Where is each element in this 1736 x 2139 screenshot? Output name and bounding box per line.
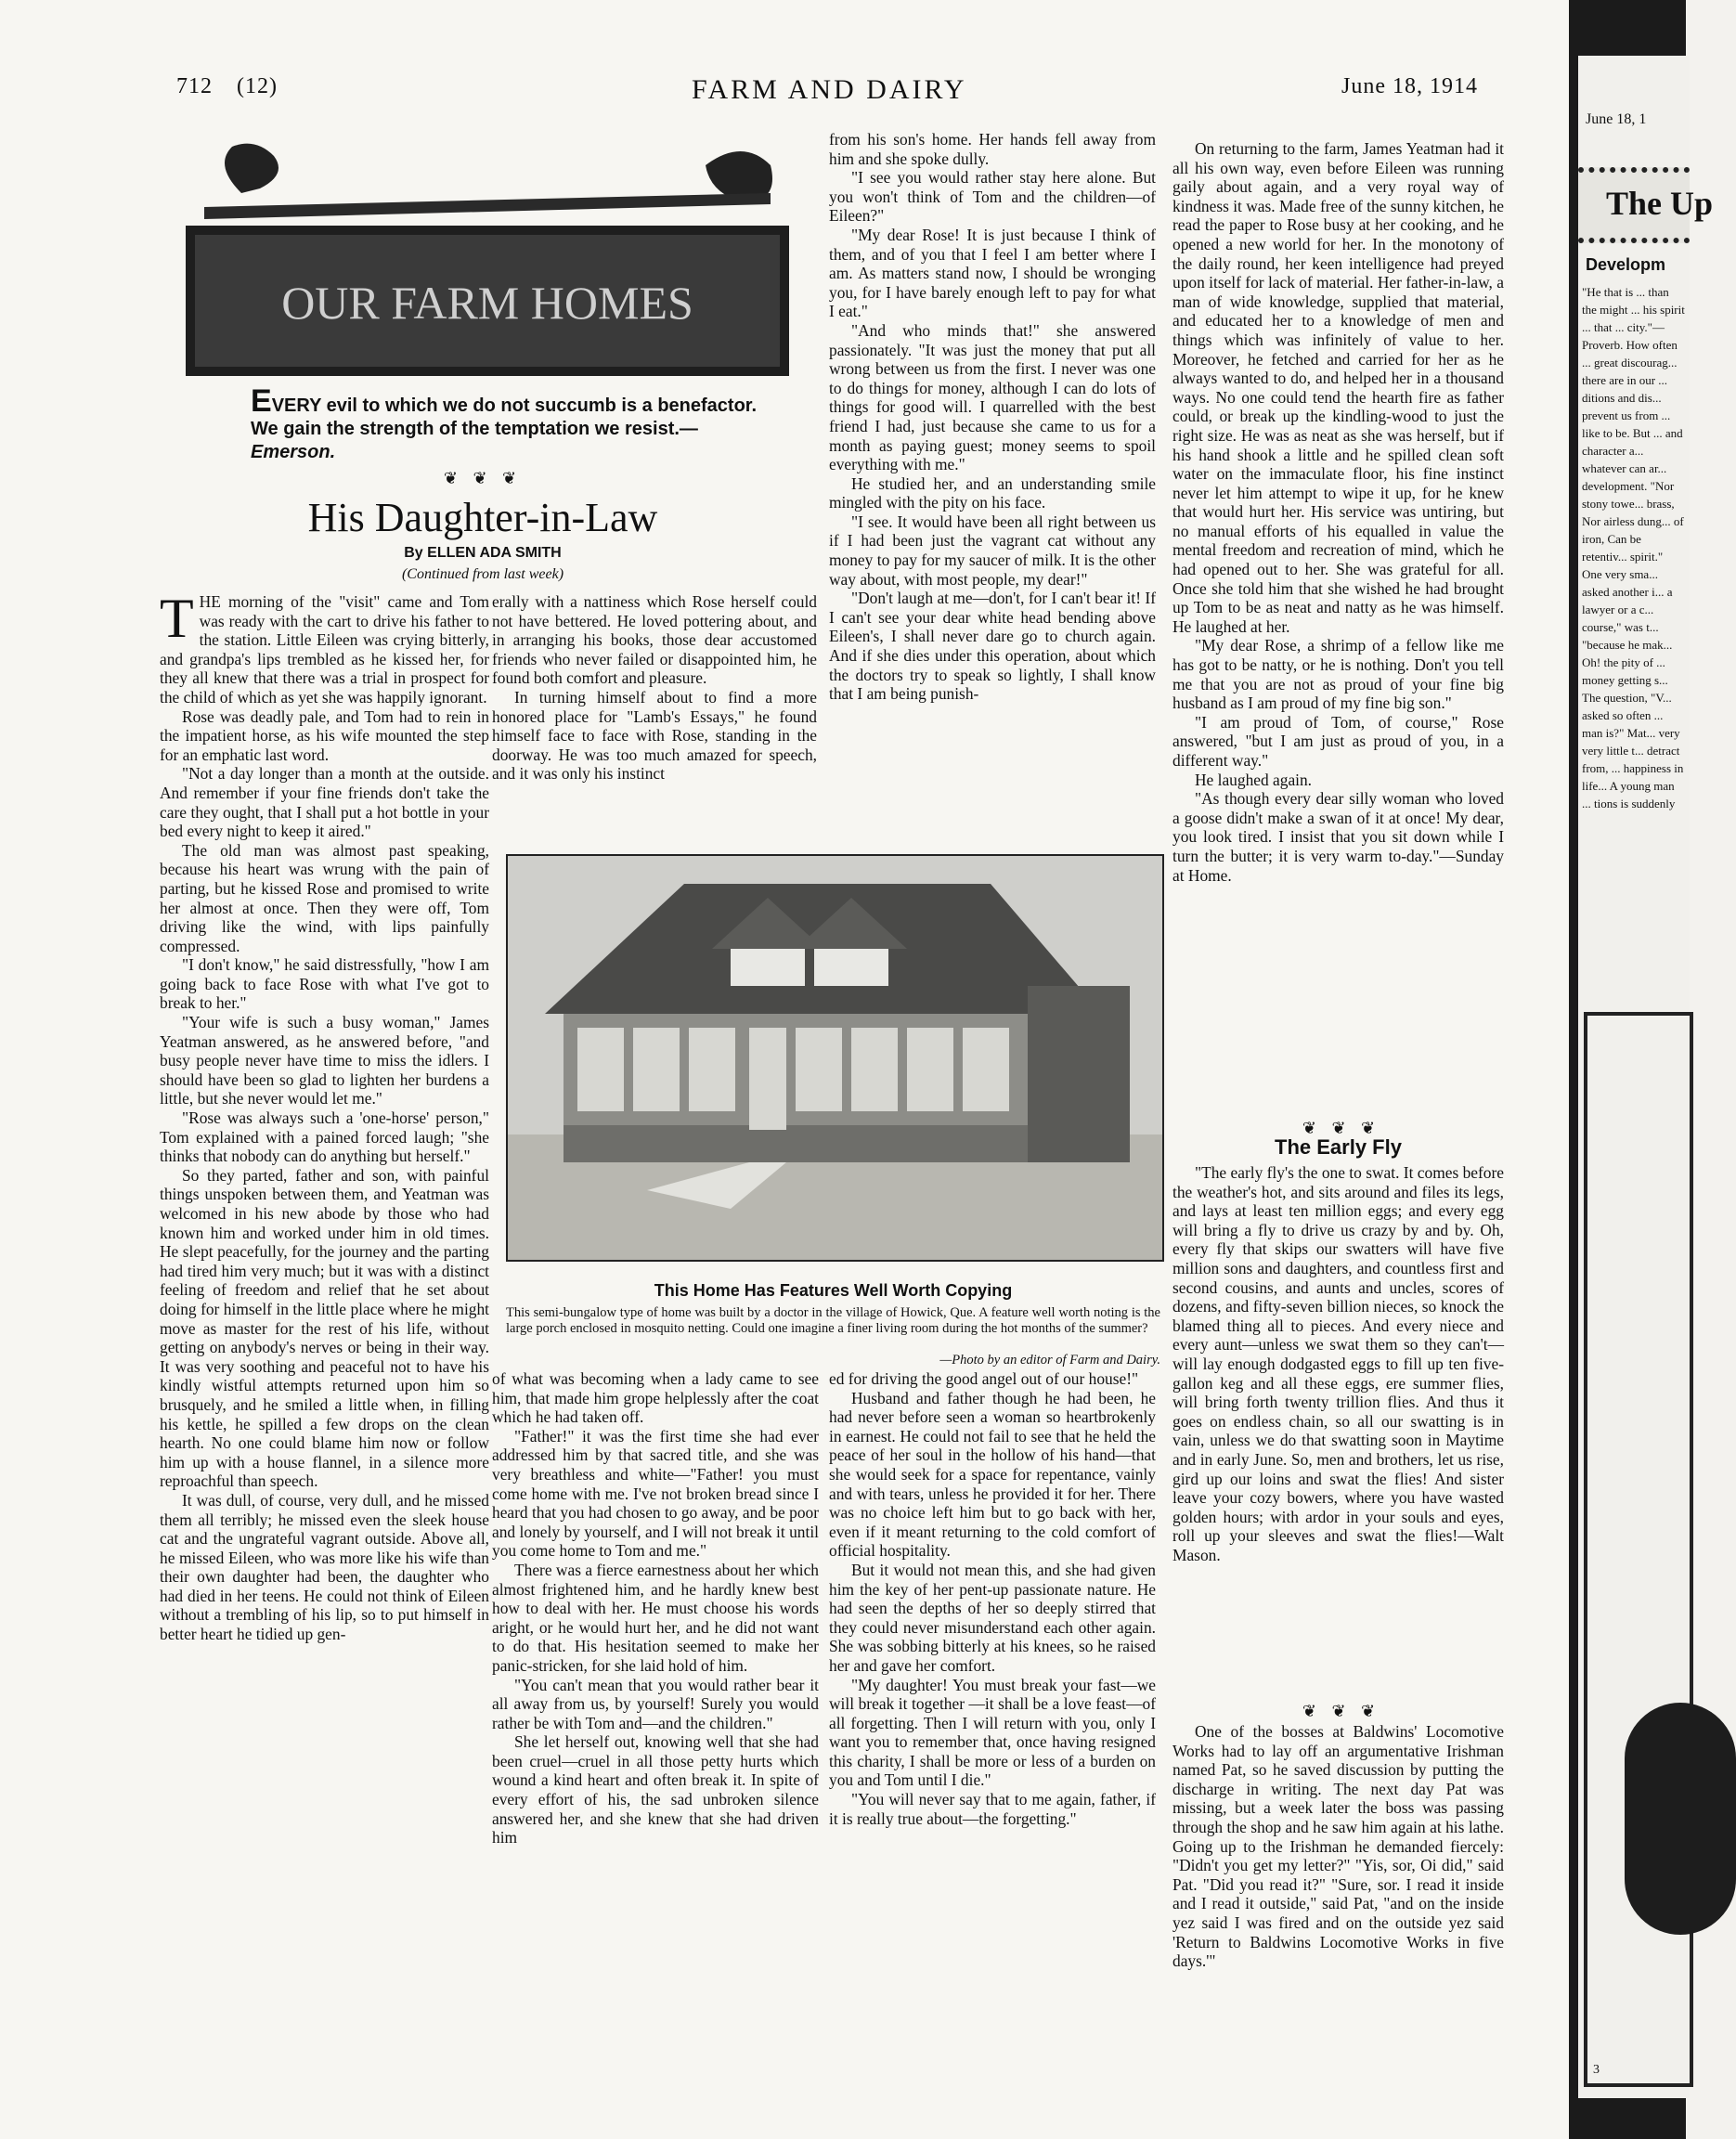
paragraph: HE morning of the "visit" came and Tom was ready with the cart to drive his father to the station. Little Eileen was crying bitterly, and grandpa's lips trembled as he kissed her, for they all knew that there was a trial in prospect for the child of which as yet she was happily ignorant. [160, 592, 489, 707]
anecdote [1172, 1722, 1504, 1971]
paragraph: "My dear Rose, a shrimp of a fellow like me has got to be natty, or he is nothing. Don't you tell me that you are not as proud of your fine big husband as I am proud of my fine big son." [1172, 636, 1504, 713]
paragraph: In turning himself about to find a more honored place for "Lamb's Essays," he found himself face to face with Rose, standing in the doorway. He was too much amazed for speech, and it was only his instinct [492, 687, 817, 784]
paragraph: She let herself out, knowing well that she had been cruel—cruel in all those petty hurts which wound a kind heart and often break it. In spite of every effort of his, the sad unbroken silence answered her, and she knew that she had driven him [492, 1732, 819, 1847]
photo-caption-title: This Home Has Features Well Worth Copying [654, 1281, 1013, 1300]
early-fly-poem [1172, 1163, 1504, 1564]
paragraph: "Don't laugh at me—don't, for I can't bear it! If I can't see your dear white head bending above Eileen's, I shall never dare go to church again. And if she dies under this operation, about which the doctors try to speak so lightly, I shall know that I am being punish- [829, 589, 1156, 704]
paragraph: He laughed again. [1195, 770, 1313, 789]
facing-page-banner-text: The Up [1606, 185, 1714, 222]
paragraph: "Father!" it was the first time she had ever addressed him by that sacred title, and she was very breathless and white—"Father! you must come home with me. I've not broken bread since I heard that you had chosen to go away, and be poor and lonely by yourself, and I will not break it until you come home to Tom and me." [492, 1426, 819, 1561]
facing-page-edge [1569, 0, 1714, 2139]
drop-cap: T [160, 588, 194, 649]
facing-page [1578, 56, 1714, 2098]
paragraph: from his son's home. Her hands fell away from him and she spoke dully. [829, 130, 1156, 168]
article-title: His Daughter-in-Law [307, 495, 658, 540]
photo-caption: This semi-bungalow type of home was built by a doctor in the village of Howick, Que. A feature well worth noting is the large porch enclosed in mosquito netting. Could one imagine a finer living room during the hot months of the summer? [506, 1305, 1160, 1336]
paragraph: "You will never say that to me again, father, if it is really true about—the forgetting." [829, 1790, 1156, 1828]
paragraph: "I see you would rather stay here alone. But you won't think of Tom and the children—of Eileen?" [829, 168, 1156, 226]
epigraph-drop-letter: E [251, 383, 272, 419]
house-illustration [508, 856, 1162, 1260]
photo-credit: —Photo by an editor of Farm and Dairy. [939, 1353, 1160, 1368]
section-number: (12) [237, 74, 278, 98]
banner-text: OUR FARM HOMES [281, 277, 693, 329]
our-farm-homes-banner [186, 137, 789, 381]
article-column-2-top [492, 592, 817, 784]
publication-title: FARM AND DAIRY [692, 74, 967, 105]
facing-page-ornament [1625, 1703, 1736, 1935]
section-separator: ❦ ❦ ❦ [443, 469, 523, 487]
article-column-1 [160, 588, 489, 1644]
house-photo [506, 854, 1164, 1262]
facing-page-banner [1578, 167, 1714, 243]
early-fly-title: The Early Fly [1275, 1135, 1402, 1159]
paragraph: Rose was deadly pale, and Tom had to rein in the impatient horse, as his wife mounted the step for an emphatic last word. [160, 707, 489, 764]
paragraph: "My daughter! You must break your fast—we will break it together —it shall be a love feast—of all forgetting. Then I will return with you, only I want you to remember that, once having resigned this charity, I shall be more or less of a burden on you and Tom until I die." [829, 1675, 1156, 1790]
paragraph: So they parted, father and son, with painful things unspoken between them, and Yeatman was welcomed in his new abode by those who had known him and worked under him in old times. He slept peacefully, for the journey and the parting had tired him very much; but it was with a distinct feeling of freedom and relief that he set about doing for himself in the little place where he might move as master for the rest of his life, without getting on anybody's nerves or being in their way. It was very soothing and peaceful not to have his kindly wistful attempts returned upon him so brusquely, and he smiled a little when, in filling his kettle, he spilled a few drops on the clean hearth. No one could blame him now or follow him up with a house flannel, in a silence more reproachful than speech. [160, 1165, 489, 1491]
paragraph: It was dull, of course, very dull, and he missed them all terribly; he missed even the sleek house cat and the ungrateful vagrant outside. Above all, he missed Eileen, who was more like his wife than their own daughter had been, the daughter who had died in her teens. He could not think of Eileen without a trembling of his lip, so to put himself in better heart he tidied up gen- [160, 1490, 489, 1644]
epigraph-author: Emerson. [251, 442, 336, 462]
facing-page-text: "He that is ... than the might ... his spirit ... that ... city."—Proverb. How often ... great discourag... there are in our ... ditions and dis... prevent us from ... like to be. But ... and character a... whatever can ar... development. "Nor stony towe... brass, Nor airless dung... of iron, Can be retentiv... spirit." One very sma... asked another i... a lawyer or a c... course," was t... "because he mak... Oh! the pity of ... money getting s... The question, "V... asked so often ... man is?" Mat... very very little t... detract from, ... happiness in life... A young man ... tions is suddenly [1582, 285, 1685, 810]
paragraph: "I am proud of Tom, of course," Rose answered, "but I am just as proud of you, in a different way." [1172, 712, 1504, 770]
article-column-2-bottom [492, 1369, 819, 1847]
paragraph: One of the bosses at Baldwins' Locomotive Works had to lay off an argumentative Irishman named Pat, so he saved discussion by putting the discharge in writing. The next day Pat was missing, but a week later the boss was passing through the shop and he saw him again at his lathe. Going up to the Irishman he demanded fiercely: "Didn't you get my letter?" "Yis, sor, Oi did," said Pat. "Did you read it?" "Sure, sor. I read it inside and I read it outside," said Pat, "and on the inside yez said I was fired and on the outside yez said 'Return to Baldwins Locomotive Works in five days.'" [1172, 1722, 1504, 1971]
paragraph: "And who minds that!" she answered passionately. "It was just the money that put all wrong between us from the first. I never was one to do things for money, although I can do lots of things for good will. I quarrelled with the best friend I had, just because she came to us for a month as paying guest; money seems to spoil everything with me." [829, 320, 1156, 474]
article-column-4 [1172, 139, 1504, 885]
paragraph: He studied her, and an understanding smile mingled with the pity on his face. [829, 473, 1156, 512]
paragraph: of what was becoming when a lady came to see him, that made him grope helplessly after the coat which he had taken off. [492, 1369, 819, 1427]
epigraph-text: VERY evil to which we do not succumb is a benefactor. We gain the strength of the temptation we resist.— [251, 395, 758, 439]
facing-page-date: June 18, 1 [1586, 111, 1647, 127]
article-column-3-top [829, 130, 1156, 704]
paragraph: "Not a day longer than a month at the outside. And remember if your fine friends don't take the care they ought, that I shall put a hot bottle in your bed every night to keep it aired." [160, 764, 489, 841]
paragraph: "You can't mean that you would rather bear it all away from us, by yourself! Surely you would rather be with Tom and—and the children." [492, 1675, 819, 1732]
paragraph: ed for driving the good angel out of our house!" [829, 1369, 1139, 1388]
issue-date: June 18, 1914 [1341, 74, 1478, 98]
section-separator: ❦ ❦ ❦ [1302, 1702, 1381, 1720]
article-byline: By ELLEN ADA SMITH [404, 545, 562, 561]
paragraph: "I don't know," he said distressfully, "how I am going back to face Rose with what I've got to break to her." [160, 955, 489, 1013]
paragraph: erally with a nattiness which Rose herself could not have bettered. He loved pottering about, and in arranging his books, those dear accustomed friends who never failed or disappointed him, he found both comfort and pleasure. [492, 592, 817, 688]
facing-page-subhead: Developm [1586, 255, 1666, 274]
paragraph: Husband and father though he had been, he had never before seen a woman so heartbrokenly in earnest. He could not fail to see that he held the peace of her soul in the hollow of his hand—that she would seek for a space for repentance, vainly and with tears, unless he provided it for her. There was no choice left him but to go back with her, even if it meant returning to the cold comfort of official hospitality. [829, 1388, 1156, 1561]
paragraph: "I see. It would have been all right between us if I had been just the vagrant cat without any money to pay for my saucer of milk. It is the other way about, with most people, my dear!" [829, 512, 1156, 589]
paragraph: On returning to the farm, James Yeatman had it all his own way, even before Eileen was running gaily about again, and a very royal way of kindness it was. Made free of the sunny kitchen, he read the paper to Rose busy at her cooking, and he opened a new world for her. In the monotony of the daily round, her keen intelligence had preyed upon itself for lack of material. Her father-in-law, a man of wide knowledge, supplied that material, and educated her to a knowledge of men and things which was infinitely of value to her. Moreover, he fetched and carried for her as he always wanted to do, and helped her in a thousand ways. No one could tend the hearth fire as father could, or break up the kindling-wood to just the right size. He was as neat as she was herself, but if his hand shook a little and he spilled clean soft water on the immaculate floor, his fine instinct never let him attempt to wipe it up, for he knew that would hurt her. His service was untiring, but no manual efforts of his equalled in value the mental freedom and recreation of mind, which he had opened out to her. She was grateful for all. Once she told him that she wished he had brought up Tom to be as neat and natty as he was himself. He laughed at her. [1172, 139, 1504, 636]
paragraph: "The early fly's the one to swat. It comes before the weather's hot, and sits around and files its legs, and lays at least ten million eggs; and every egg will bring a fly to drive us crazy by and by. Oh, every fly that skips our swatters will have five million sons and daughters, and countless first and second cousins, and aunts and uncles, scores of dozens, and fifty-seven billion nieces, so knock the blamed thing all to pieces. And every niece and every aunt—unless we swat them so they can't—will lay enough dodgasted eggs to fill up ten five-gallon keg and all these eggs, ere summer flies, will bring forth twenty trillion flies. And thus it goes on endless chain, so all our swatting is in vain, unless we do that swatting soon in Maytime and in early June. So, men and brothers, let us rise, gird up our loins and swat the flies! And sister leave your cozy bowers, where you have wasted golden hours; with ardor in your souls and eyes, roll up your sleeves and swat the flies!—Walt Mason. [1172, 1163, 1504, 1564]
epigraph [251, 383, 771, 464]
paragraph: "Your wife is such a busy woman," James Yeatman answered, as he answered before, "and busy people never have time to miss the idlers. I should have been so glad to lighten her burdens a little, but she never would let me." [160, 1013, 489, 1108]
paragraph: But it would not mean this, and she had given him the key of her pent-up passionate nature. He had seen the depths of her so deeply stirred that they could never misunderstand each other again. She was sobbing bitterly at his knees, so he raised her and gave her comfort. [829, 1560, 1156, 1675]
paragraph: The old man was almost past speaking, because his heart was wrung with the pain of parting, but he kissed Rose and promised to write her almost at once. Then they were off, Tom driving like the wind, with lips painfully compressed. [160, 840, 489, 955]
facing-page-ad-frame [1584, 1012, 1693, 2087]
paragraph: "Rose was always such a 'one-horse' person," Tom explained with a pained forced laugh; "she thinks that nobody can do anything but herself." [160, 1108, 489, 1166]
paragraph: There was a fierce earnestness about her which almost frightened him, and he hardly knew best how to deal with her. He must choose his words aright, or he would hurt her, and he did not want to do that. His hesitation seemed to make her panic-stricken, for she laid hold of him. [492, 1560, 819, 1675]
paragraph: "My dear Rose! It is just because I think of them, and of you that I feel I am better where I am. As matters stand now, I should be wronging you, for I have barely enough left to pay for what I eat." [829, 225, 1156, 321]
paragraph: "As though every dear silly woman who loved a goose didn't make a swan of it at once! My dear, you look tired. I insist that you sit down while I turn the butter; it is very warm to-day."—Sunday at Home. [1172, 789, 1504, 885]
facing-page-footer: 3 [1593, 2063, 1600, 2077]
continued-note: (Continued from last week) [401, 566, 564, 582]
section-separator: ❦ ❦ ❦ [1302, 1119, 1381, 1137]
page-number: 712 [176, 74, 213, 98]
article-column-3-bottom [829, 1369, 1156, 1828]
